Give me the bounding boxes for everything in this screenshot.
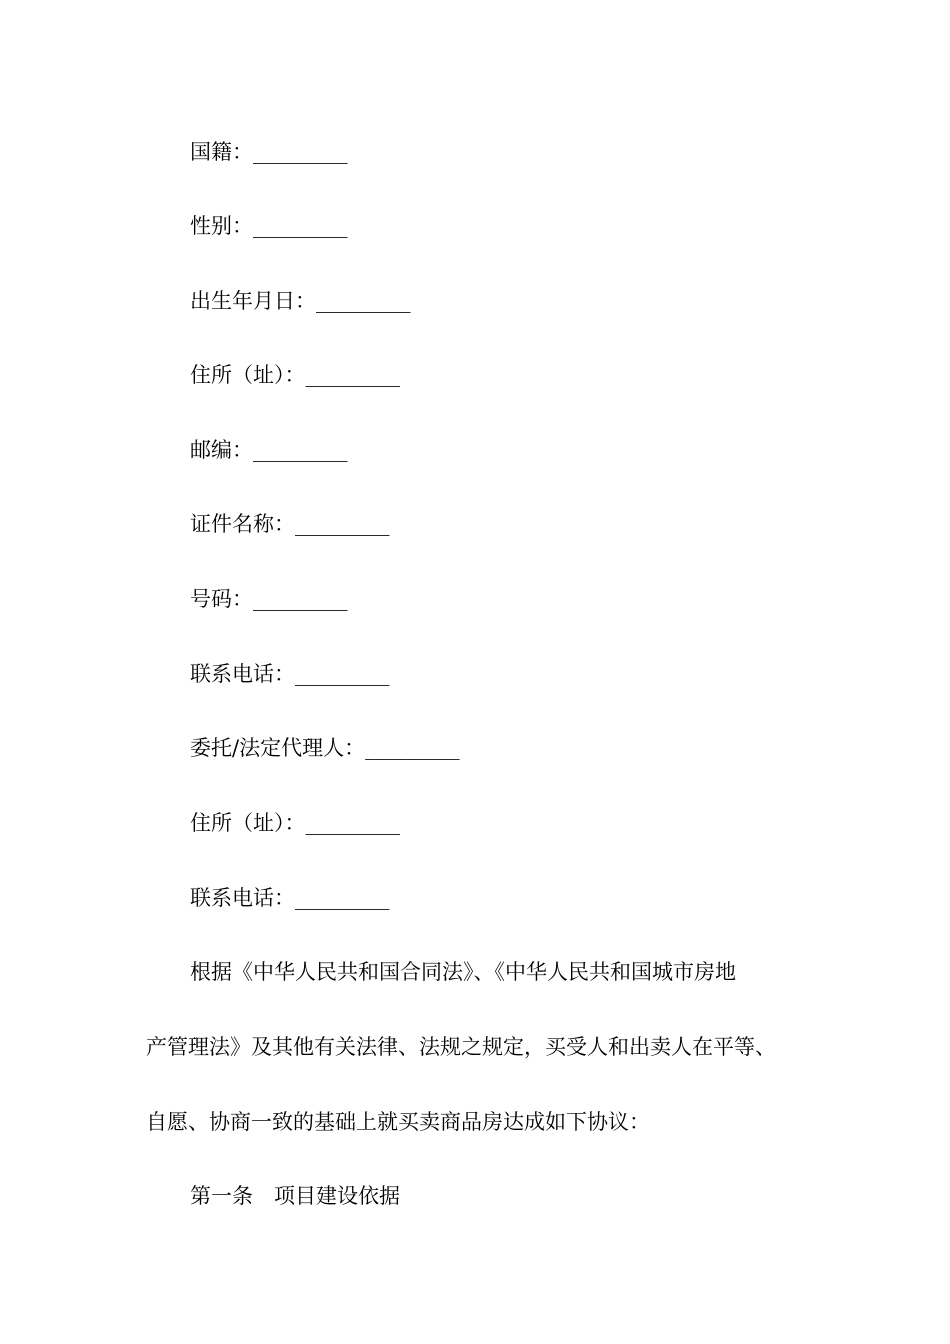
preamble-line-1: 根据《中华人民共和国合同法》、《中华人民共和国城市房地 (190, 960, 736, 984)
preamble-line-2: 产管理法》及其他有关法律、法规之规定，买受人和出卖人在平等、 (146, 1035, 776, 1059)
address-field: 住所（址）：_________ (190, 363, 400, 387)
id-type-field: 证件名称：_________ (190, 512, 390, 536)
nationality-field: 国籍：_________ (190, 140, 348, 164)
id-number-field: 号码：_________ (190, 587, 348, 611)
gender-field: 性别：_________ (190, 214, 348, 238)
agent-field: 委托/法定代理人：_________ (190, 736, 460, 760)
phone-field: 联系电话：_________ (190, 662, 390, 686)
article-1-title: 第一条 项目建设依据 (190, 1184, 400, 1208)
agent-phone-field: 联系电话：_________ (190, 886, 390, 910)
postcode-field: 邮编：_________ (190, 438, 348, 462)
preamble-line-3: 自愿、协商一致的基础上就买卖商品房达成如下协议： (146, 1110, 650, 1134)
agent-address-field: 住所（址）：_________ (190, 811, 400, 835)
birth-date-field: 出生年月日：_________ (190, 289, 411, 313)
